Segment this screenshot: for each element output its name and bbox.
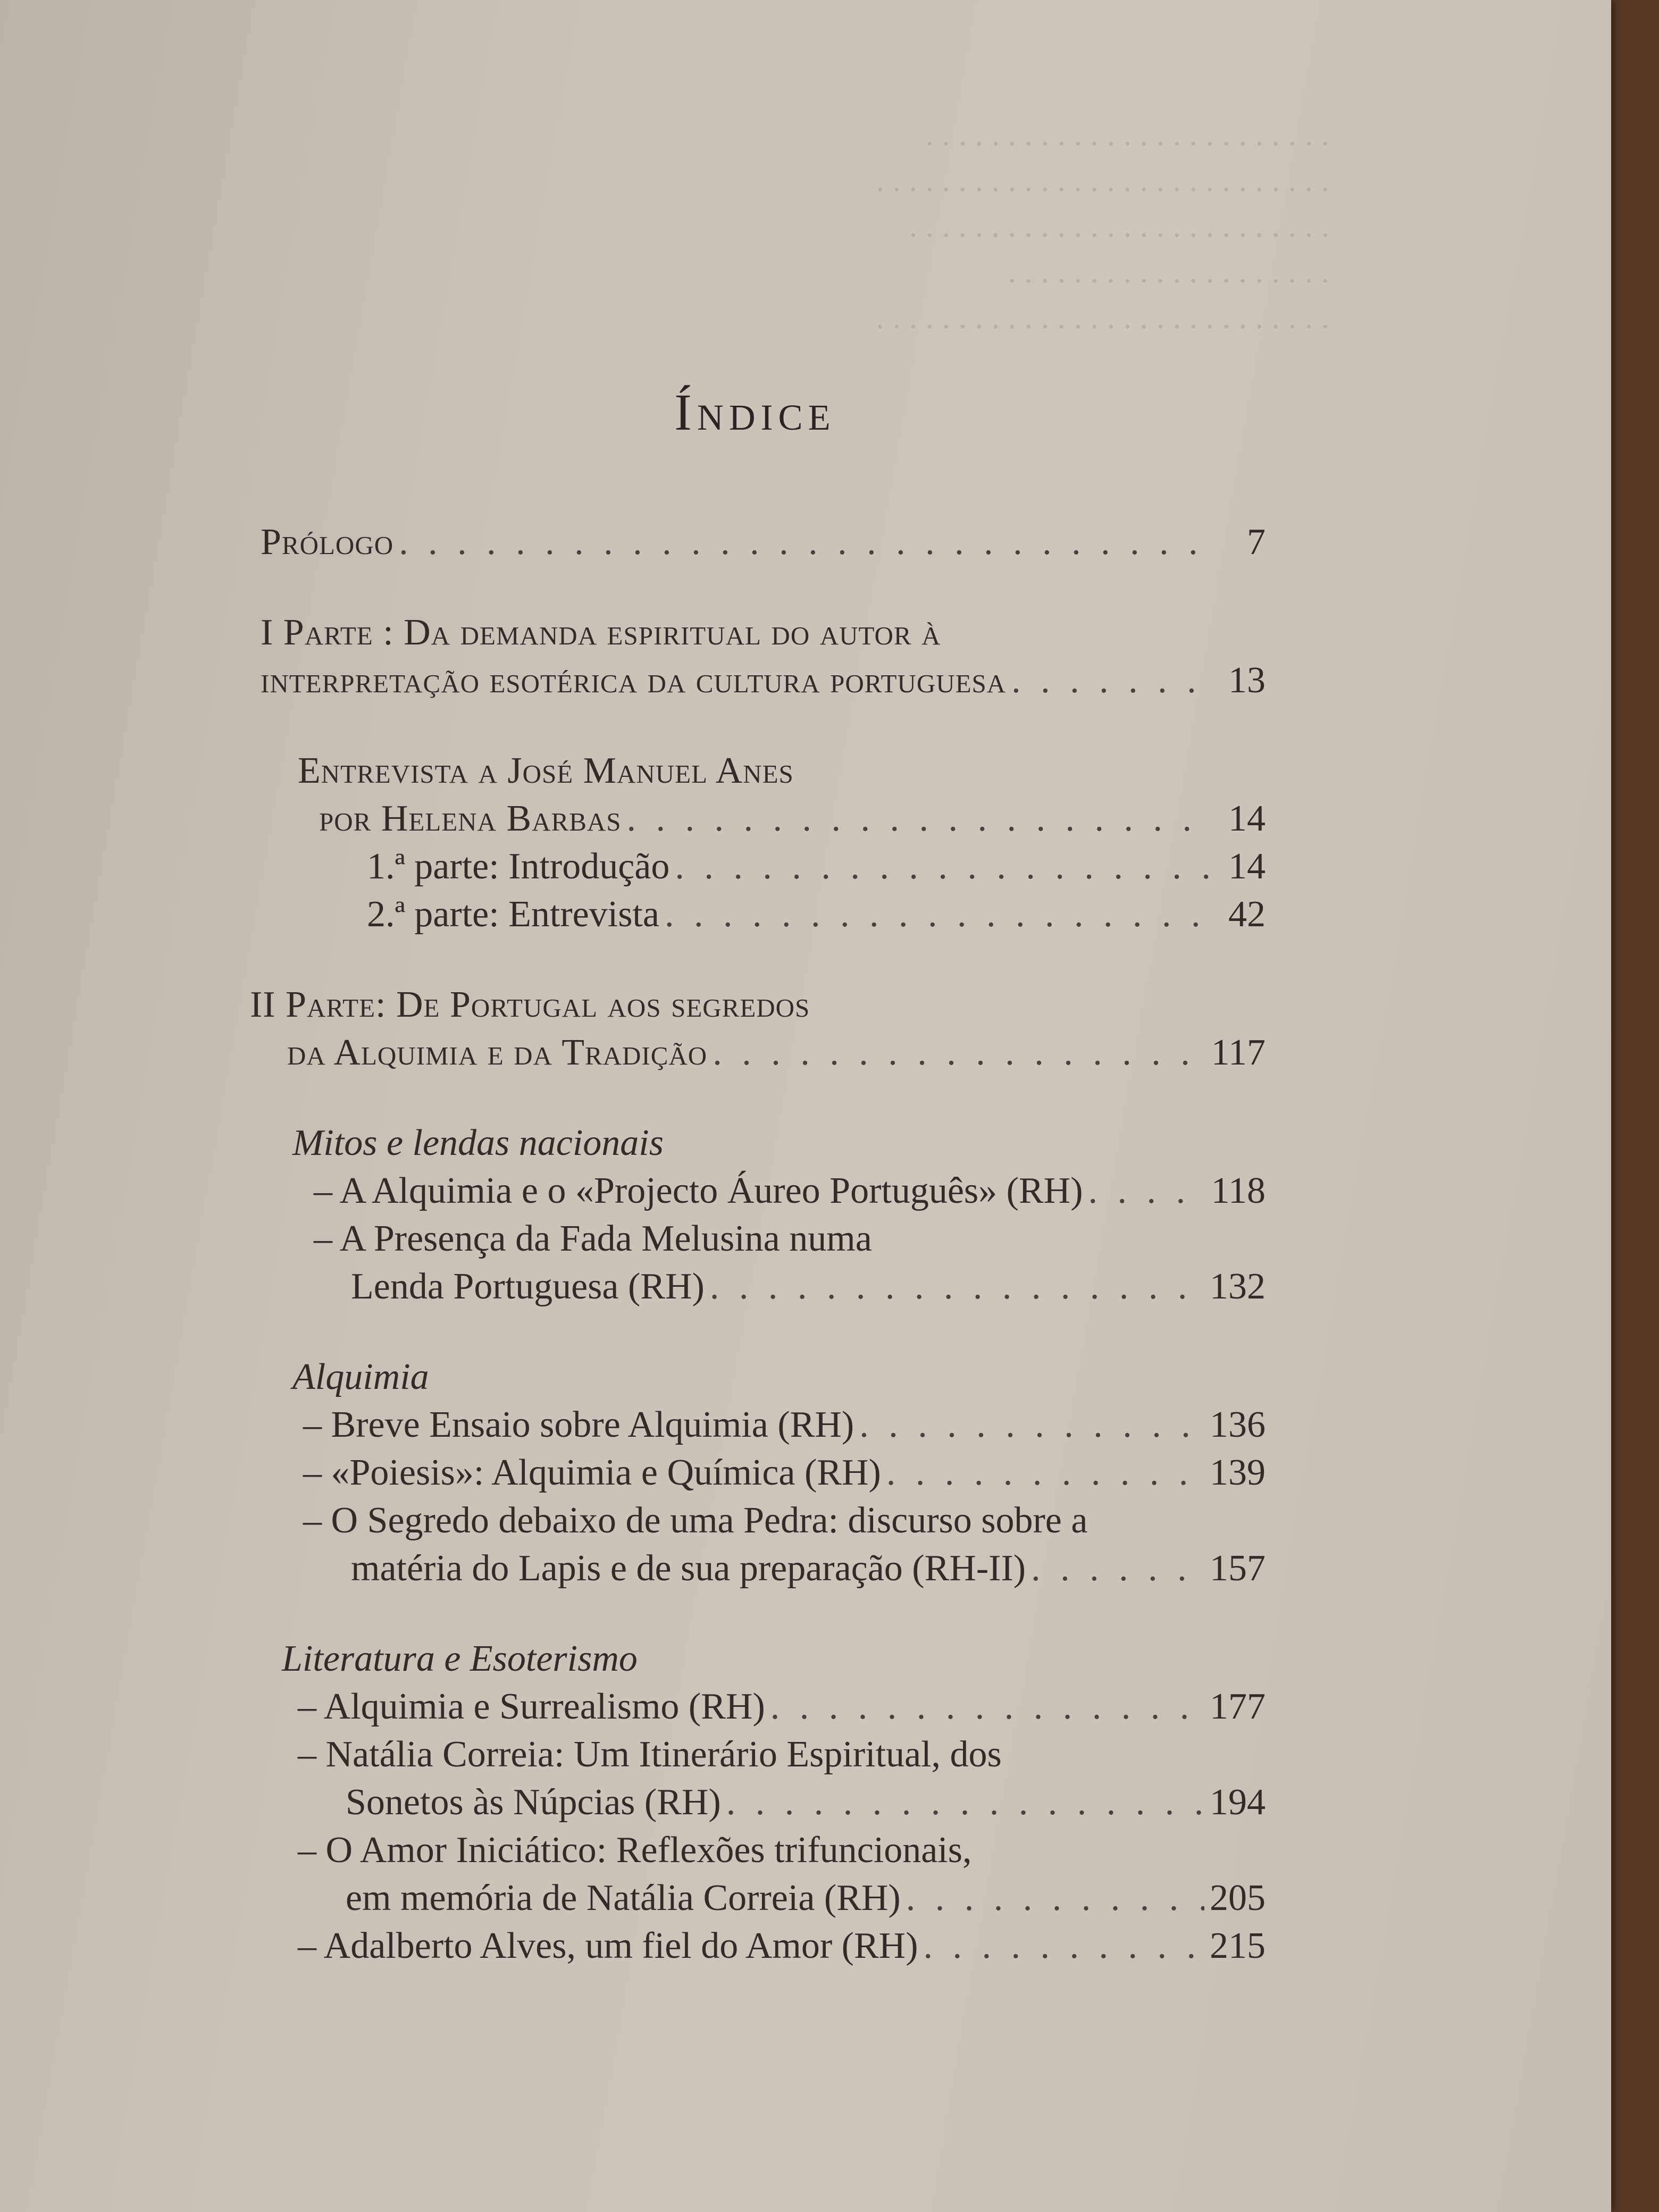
toc-entry	[245, 611, 1266, 659]
toc-entry-title: – O Segredo debaixo de uma Pedra: discurso sobre a	[303, 1500, 1088, 1541]
toc-entry	[245, 1499, 1266, 1547]
toc-entry-title: Literatura e Esoterismo	[282, 1638, 638, 1679]
toc-entry-title: Prólogo	[261, 522, 394, 563]
toc-entry	[245, 798, 1266, 845]
dot-leader	[886, 1452, 1204, 1494]
toc-page-number: 118	[1211, 1170, 1266, 1211]
toc-entry	[245, 659, 1266, 707]
toc-entry	[245, 1452, 1266, 1499]
toc-page-number: 205	[1210, 1878, 1266, 1918]
toc-entry	[245, 1829, 1266, 1877]
table-of-contents	[245, 521, 1266, 1973]
toc-entry-title: Mitos e lendas nacionais	[292, 1122, 664, 1163]
toc-entry	[245, 1266, 1266, 1313]
dot-leader	[713, 1032, 1205, 1074]
toc-spacer	[245, 941, 1266, 984]
toc-entry	[245, 845, 1266, 893]
toc-entry-title: da Alquimia e da Tradição	[287, 1032, 708, 1073]
toc-page-number: 132	[1210, 1266, 1266, 1307]
toc-entry-title: em memória de Natália Correia (RH)	[346, 1878, 901, 1918]
toc-page-number: 157	[1210, 1548, 1266, 1589]
dot-leader	[665, 893, 1212, 936]
toc-spacer	[245, 1079, 1266, 1122]
dot-leader	[726, 1781, 1204, 1824]
toc-entry-title: matéria do Lapis e de sua preparação (RH-II)	[351, 1548, 1026, 1589]
toc-entry-title: Entrevista a José Manuel Anes	[298, 750, 794, 791]
toc-page-number: 14	[1228, 798, 1266, 839]
dot-leader	[627, 798, 1212, 840]
toc-spacer	[245, 569, 1266, 611]
toc-entry-title: Lenda Portuguesa (RH)	[351, 1266, 705, 1307]
toc-entry-title: – Adalberto Alves, um fiel do Amor (RH)	[298, 1925, 918, 1966]
toc-entry	[245, 984, 1266, 1032]
toc-entry-title: – «Poiesis»: Alquimia e Química (RH)	[303, 1452, 881, 1493]
toc-page-number: 215	[1210, 1925, 1266, 1966]
dot-leader	[770, 1686, 1204, 1728]
toc-page-number: 13	[1228, 660, 1266, 701]
toc-entry-title: 2.ª parte: Entrevista	[367, 894, 659, 935]
dot-leader	[1031, 1547, 1204, 1590]
dot-leader	[1088, 1170, 1206, 1212]
dot-leader	[1011, 659, 1212, 702]
toc-entry-title: – A Alquimia e o «Projecto Áureo Português» (RH)	[314, 1170, 1083, 1211]
toc-spacer	[245, 707, 1266, 750]
dot-leader	[399, 521, 1212, 564]
dot-leader	[906, 1877, 1204, 1920]
toc-entry-title: – Alquimia e Surrealismo (RH)	[298, 1686, 765, 1727]
toc-entry	[245, 1547, 1266, 1595]
toc-page-number: 136	[1210, 1404, 1266, 1445]
toc-entry-title: Alquimia	[292, 1356, 429, 1397]
toc-page-number: 177	[1210, 1686, 1266, 1727]
page-title: Índice	[674, 384, 836, 441]
dot-leader	[859, 1404, 1204, 1446]
show-through-text: . . . . . . . . . . . . . . . . . . . . . . . . . . . . . . . . . . . . . . . . . . . . . . . . . . . . . . . . . . . . . . . . . . . . . . . . . . . . . . . . . . . . . . . . . . . . . . . . . . . . . . . . . . . . . . . . . . . . . . . . . . . . . . .	[876, 116, 1329, 336]
toc-entry	[245, 1356, 1266, 1404]
toc-entry	[245, 1733, 1266, 1781]
toc-entry-title: – O Amor Iniciático: Reflexões trifuncionais,	[298, 1830, 972, 1871]
toc-entry-title: I Parte : Da demanda espiritual do autor à	[261, 612, 941, 653]
dot-leader	[675, 845, 1212, 888]
toc-entry	[245, 750, 1266, 798]
dot-leader	[710, 1266, 1204, 1308]
toc-entry	[245, 1404, 1266, 1452]
toc-page-number: 42	[1228, 894, 1266, 935]
toc-entry	[245, 1877, 1266, 1925]
toc-entry	[245, 893, 1266, 941]
toc-page-number: 14	[1228, 846, 1266, 887]
toc-entry	[245, 521, 1266, 569]
toc-spacer	[245, 1313, 1266, 1356]
dot-leader	[924, 1925, 1204, 1967]
toc-entry	[245, 1122, 1266, 1170]
toc-entry-title: interpretação esotérica da cultura portuguesa	[261, 660, 1007, 701]
toc-entry	[245, 1032, 1266, 1079]
toc-entry-title: II Parte: De Portugal aos segredos	[250, 984, 810, 1025]
toc-entry-title: Sonetos às Núpcias (RH)	[346, 1782, 721, 1823]
toc-entry-title: – Breve Ensaio sobre Alquimia (RH)	[303, 1404, 854, 1445]
toc-entry	[245, 1638, 1266, 1686]
toc-entry	[245, 1218, 1266, 1266]
toc-entry-title: – A Presença da Fada Melusina numa	[314, 1218, 872, 1259]
toc-page-number: 7	[1247, 522, 1266, 563]
toc-entry	[245, 1781, 1266, 1829]
toc-entry-title: – Natália Correia: Um Itinerário Espiritual, dos	[298, 1734, 1002, 1775]
toc-page-number: 117	[1211, 1032, 1266, 1073]
toc-entry-title: por Helena Barbas	[319, 798, 622, 839]
toc-spacer	[245, 1595, 1266, 1638]
toc-entry	[245, 1170, 1266, 1218]
toc-entry-title: 1.ª parte: Introdução	[367, 846, 670, 887]
toc-page-number: 194	[1210, 1782, 1266, 1823]
toc-page-number: 139	[1210, 1452, 1266, 1493]
toc-entry	[245, 1686, 1266, 1733]
toc-entry	[245, 1925, 1266, 1973]
